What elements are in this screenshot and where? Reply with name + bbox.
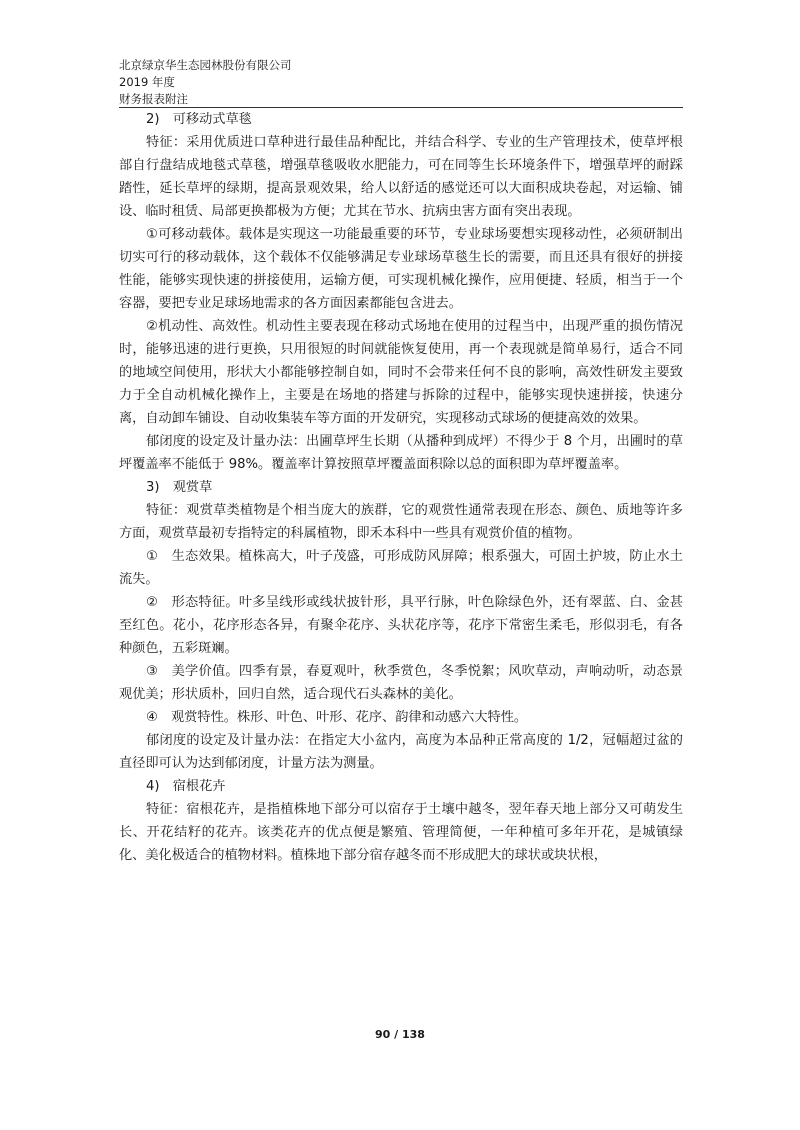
paragraph: 特征：采用优质进口草种进行最佳品种配比，并结合科学、专业的生产管理技术，使草坪根部自行盘结成地毯式草毯，增强草毯吸收水肥能力，可在同等生长环境条件下，增强草坪的耐踩踏性，延长草坪的绿期，提高景观效果，给人以舒适的感觉还可以大面积成块卷起，对运输、铺设、临时租赁、局部更换都极为方便；尤其在节水、抗病虫害方面有突出表现。 xyxy=(119,135,683,219)
paragraph: 郁闭度的设定及计量办法：在指定大小盆内，高度为本品种正常高度的 1/2，冠幅超过盆的直径即可认为达到郁闭度，计量方法为测量。 xyxy=(119,733,683,771)
section-heading: 2) 可移动式草毯 xyxy=(146,112,252,127)
section-heading: 4) 宿根花卉 xyxy=(146,779,226,794)
document-body xyxy=(119,108,683,867)
section-heading: 3) 观赏草 xyxy=(146,480,213,495)
paragraph: 特征：观赏草类植物是个相当庞大的族群，它的观赏性通常表现在形态、颜色、质地等许多方面，观赏草最初专指特定的科属植物，即禾本科中一些具有观赏价值的植物。 xyxy=(119,503,683,541)
paragraph: ④ 观赏特性。株形、叶色、叶形、花序、韵律和动感六大特性。 xyxy=(146,710,528,725)
paragraph: ②机动性、高效性。机动性主要表现在移动式场地在使用的过程当中，出现严重的损伤情况时，能够迅速的进行更换，只用很短的时间就能恢复使用，再一个表现就是简单易行，适合不同的地域空间使用，形状大小都能够控制自如，同时不会带来任何不良的影响，高效性研发主要致力于全自动机械化操作上，主要是在场地的搭建与拆除的过程中，能够实现快速拼接，快速分离，自动卸车铺设、自动收集装车等方面的开发研究，实现移动式球场的便捷高效的效果。 xyxy=(119,319,683,426)
paragraph: ② 形态特征。叶多呈线形或线状披针形，具平行脉，叶色除绿色外，还有翠蓝、白、金甚至红色。花小，花序形态各异，有聚伞花序、头状花序等，花序下常密生柔毛，形似羽毛，有各种颜色，五彩斑斓。 xyxy=(119,595,683,656)
page-header xyxy=(119,57,683,108)
paragraph: ① 生态效果。植株高大，叶子茂盛，可形成防风屏障；根系强大，可固土护坡，防止水土流失。 xyxy=(119,549,683,587)
report-year: 2019 年度 xyxy=(119,75,175,89)
paragraph: 特征：宿根花卉，是指植株地下部分可以宿存于土壤中越冬，翌年春天地上部分又可萌发生长、开花结籽的花卉。该类花卉的优点便是繁殖、管理简便，一年种植可多年开花，是城镇绿化、美化极适合的植物材料。植株地下部分宿存越冬而不形成肥大的球状或块状根， xyxy=(119,802,683,863)
page-number: 90 / 138 xyxy=(375,1028,425,1041)
paragraph: ③ 美学价值。四季有景，春夏观叶，秋季赏色，冬季悦絮；风吹草动，声响动听，动态景观优美；形状质朴，回归自然，适合现代石头森林的美化。 xyxy=(119,664,683,702)
paragraph: 郁闭度的设定及计量办法：出圃草坪生长期（从播种到成坪）不得少于 8 个月，出圃时的草坪覆盖率不能低于 98%。覆盖率计算按照草坪覆盖面积除以总的面积即为草坪覆盖率。 xyxy=(119,434,683,472)
paragraph: ①可移动载体。载体是实现这一功能最重要的环节，专业球场要想实现移动性，必须研制出切实可行的移动载体，这个载体不仅能够满足专业球场草毯生长的需要，而且还具有很好的拼接性能，能够实现快速的拼接使用，运输方便，可实现机械化操作，应用便捷、轻质，相当于一个容器，要把专业足球场地需求的各方面因素都能包含进去。 xyxy=(119,227,683,311)
report-section: 财务报表附注 xyxy=(119,92,188,106)
company-name: 北京绿京华生态园林股份有限公司 xyxy=(119,58,292,72)
